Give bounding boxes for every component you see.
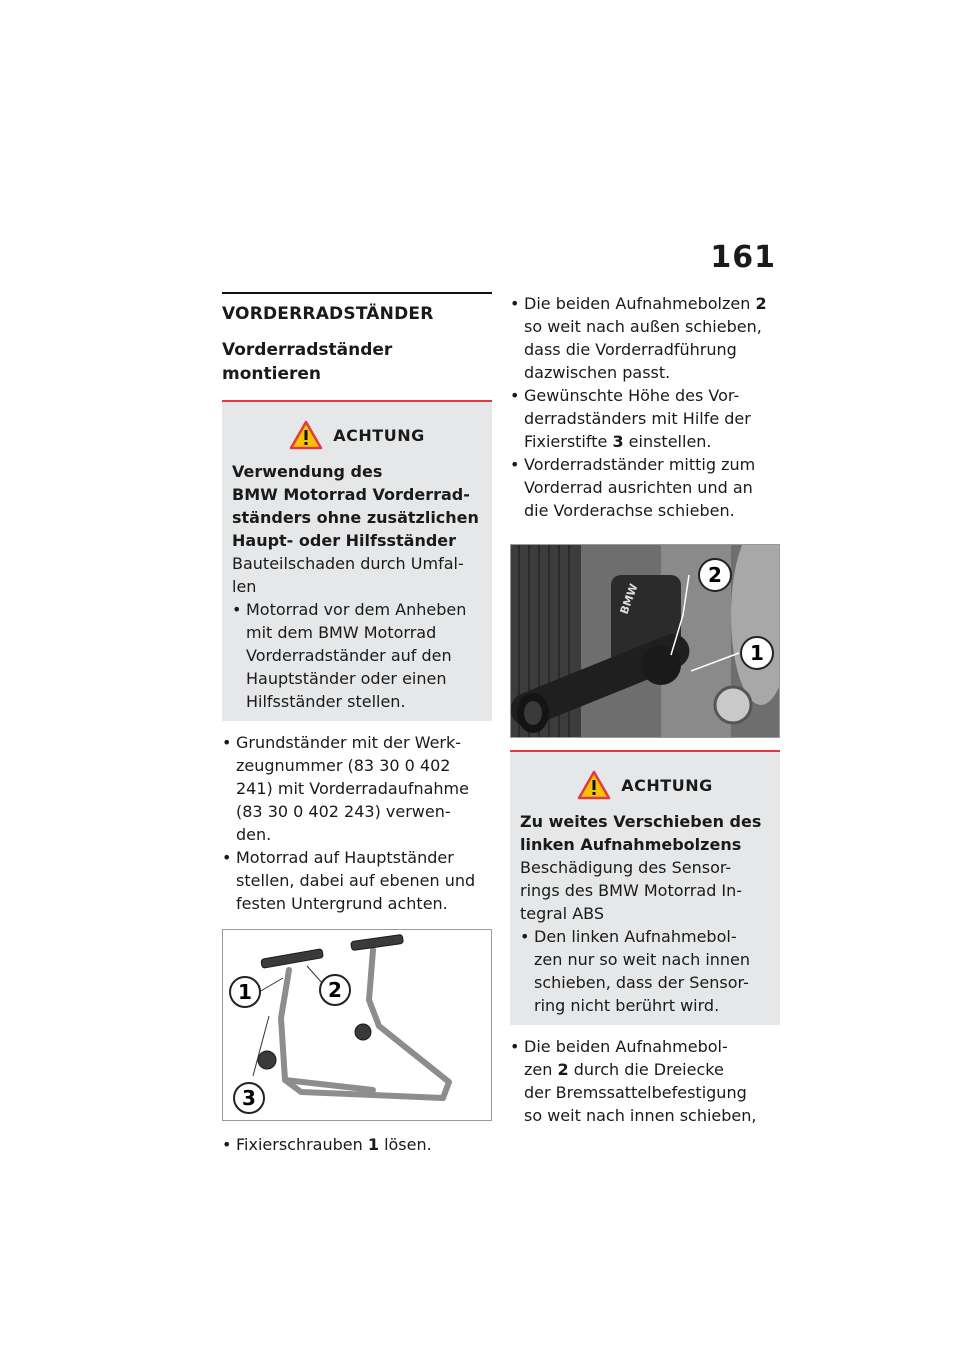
warning-text-line: len	[232, 577, 257, 596]
warning-text	[232, 552, 482, 598]
bullet-line: mit dem BMW Motorrad	[246, 623, 437, 642]
instruction-bullet	[510, 1035, 780, 1127]
warning-heading-line: Haupt- oder Hilfsständer	[232, 531, 457, 550]
bullet-dot: •	[510, 455, 520, 474]
bullet-line: Die beiden Aufnahmebol-	[524, 1037, 728, 1056]
callout-label: 2	[708, 563, 722, 587]
bullet-dot: •	[222, 848, 232, 867]
warning-bullet	[520, 925, 770, 1017]
warning-heading-line: Zu weites Verschieben des	[520, 812, 762, 831]
front-axle	[715, 687, 751, 723]
subsection-title: Vorderradständer montieren	[222, 340, 393, 384]
bullet-line: Hauptständer oder einen	[246, 669, 447, 688]
bullet-line: dazwischen passt.	[524, 363, 671, 382]
warning-text-line: rings des BMW Motorrad In-	[520, 881, 743, 900]
instruction-bullet	[510, 384, 780, 453]
warning-heading-line: Verwendung des	[232, 462, 383, 481]
warning-title: ACHTUNG	[621, 775, 713, 795]
bullet-line: Motorrad vor dem Anheben	[246, 600, 467, 619]
warning-box	[222, 400, 492, 721]
bullet-line: die Vorderachse schieben.	[524, 501, 735, 520]
page-number: 161	[710, 240, 776, 275]
mounted-stand-photo	[510, 544, 780, 738]
stand-wheel	[355, 1024, 371, 1040]
bullet-line: dass die Vorderradführung	[524, 340, 737, 359]
bullet-line: Grundständer mit der Werk-	[236, 733, 462, 752]
stand-wheel	[258, 1051, 276, 1069]
reference-number: 3	[612, 432, 624, 451]
bullet-line: stellen, dabei auf ebenen und	[236, 871, 476, 890]
bullet-line: Vorderradständer mittig zum	[524, 455, 756, 474]
bullet-dot: •	[510, 386, 520, 405]
warning-title: ACHTUNG	[333, 425, 425, 445]
bullet-line: Den linken Aufnahmebol-	[534, 927, 737, 946]
warning-text-line: Bauteilschaden durch Umfal-	[232, 554, 464, 573]
bullet-dot: •	[222, 733, 232, 752]
bullet-text: durch die Dreiecke	[568, 1060, 724, 1079]
stand-drawing	[223, 930, 491, 1120]
bullet-line: Hilfsständer stellen.	[246, 692, 406, 711]
bullet-line: ring nicht berührt wird.	[534, 996, 720, 1015]
reference-number: 1	[367, 1135, 379, 1154]
warning-heading	[232, 460, 482, 552]
callout-label: 2	[328, 978, 342, 1002]
bullet-text: einstellen.	[623, 432, 712, 451]
reference-number: 2	[557, 1060, 569, 1079]
bullet-text: zen	[524, 1060, 558, 1079]
bullet-dot: •	[222, 1135, 232, 1154]
warning-triangle-icon	[577, 770, 611, 800]
bullet-line: Motorrad auf Hauptständer	[236, 848, 454, 867]
stand-illustration	[222, 929, 492, 1121]
bullet-dot: •	[510, 294, 520, 313]
bolt-knob	[641, 645, 681, 685]
right-column	[510, 292, 780, 1127]
bullet-line: der Bremssattelbefestigung	[524, 1083, 747, 1102]
bullet-line: Gewünschte Höhe des Vor-	[524, 386, 740, 405]
bullet-line: so weit nach innen schieben,	[524, 1106, 757, 1125]
bullet-dot: •	[510, 1037, 520, 1056]
warning-heading-line: ständers ohne zusätzlichen	[232, 508, 479, 527]
reference-number: 2	[755, 294, 767, 313]
bullet-line: 241) mit Vorderradaufnahme	[236, 779, 469, 798]
bullet-line: Vorderradständer auf den	[246, 646, 452, 665]
warning-header	[232, 420, 482, 450]
bullet-text: Fixierschrauben	[236, 1135, 368, 1154]
warning-header	[520, 770, 770, 800]
callout-label: 1	[750, 641, 764, 665]
bullet-line: so weit nach außen schieben,	[524, 317, 762, 336]
instruction-bullet	[222, 846, 492, 915]
callout-label: 3	[242, 1086, 256, 1110]
bullet-line: zeugnummer (83 30 0 402	[236, 756, 451, 775]
bullet-line: den.	[236, 825, 272, 844]
mounted-stand-drawing	[511, 545, 779, 737]
stand-top-bar-left	[261, 949, 324, 969]
bullet-text: lösen.	[378, 1135, 432, 1154]
bullet-line: derradständers mit Hilfe der	[524, 409, 751, 428]
warning-text-line: tegral ABS	[520, 904, 604, 923]
warning-bullet	[232, 598, 482, 713]
left-column	[222, 292, 492, 1156]
bullet-dot: •	[520, 927, 530, 946]
instruction-bullet	[222, 731, 492, 846]
warning-box	[510, 750, 780, 1025]
section-title: VORDERRADSTÄNDER	[222, 304, 434, 324]
instruction-bullet	[510, 292, 780, 384]
bullet-line: festen Untergrund achten.	[236, 894, 448, 913]
bullet-text: Fixierstifte	[524, 432, 613, 451]
bullet-line: schieben, dass der Sensor-	[534, 973, 749, 992]
warning-heading	[520, 810, 770, 856]
warning-text-line: Beschädigung des Sensor-	[520, 858, 732, 877]
warning-text	[520, 856, 770, 925]
bullet-dot: •	[232, 600, 242, 619]
warning-triangle-icon	[289, 420, 323, 450]
bullet-line: (83 30 0 402 243) verwen-	[236, 802, 451, 821]
bullet-line: Vorderrad ausrichten und an	[524, 478, 753, 497]
instruction-bullet	[510, 453, 780, 522]
warning-heading-line: BMW Motorrad Vorderrad-	[232, 485, 470, 504]
caliper-brand-text: BMW	[617, 582, 641, 617]
stand-top-bar-right	[351, 934, 404, 950]
bullet-line: zen nur so weit nach innen	[534, 950, 751, 969]
stand-frame-right	[369, 950, 449, 1098]
bullet-text: Die beiden Aufnahmebolzen	[524, 294, 756, 313]
callout-label: 1	[238, 980, 252, 1004]
instruction-bullet	[222, 1133, 492, 1156]
warning-heading-line: linken Aufnahmebolzens	[520, 835, 742, 854]
section-rule	[222, 292, 492, 294]
